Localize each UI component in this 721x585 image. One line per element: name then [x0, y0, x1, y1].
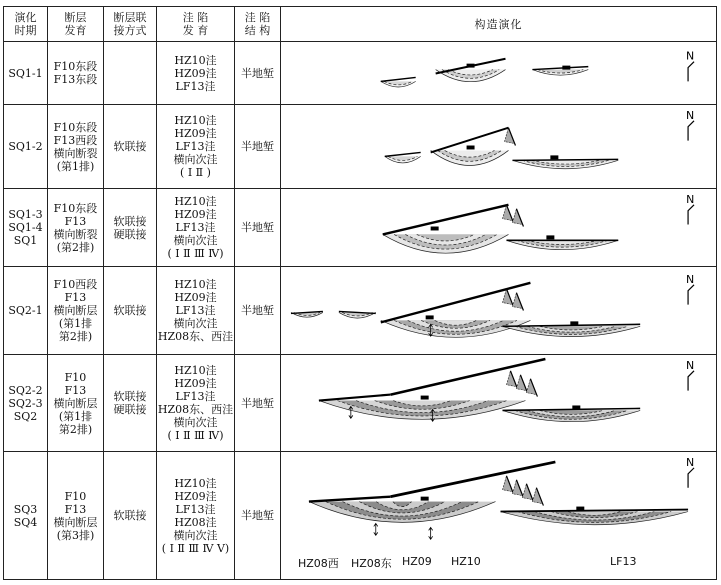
fault-cell-line: F13西段 [53, 133, 98, 147]
period-cell-line: SQ1 [13, 234, 38, 247]
fault-block [576, 507, 584, 511]
sag-cell-line: HZ09洼 [174, 66, 217, 80]
fault-block [572, 405, 580, 409]
updown-arrow-icon [349, 406, 353, 418]
sag-cell-line: HZ09洼 [174, 291, 217, 304]
structure-cell: 半地堑 [235, 42, 281, 105]
period-cell [4, 267, 48, 355]
sag-cell-line: 横向次洼 [173, 528, 218, 542]
structure-cell: 半地堑 [235, 355, 281, 452]
evolution-cell [281, 355, 717, 452]
period-cell-line: SQ1-1 [8, 66, 43, 80]
link-cell [104, 42, 157, 105]
fault-cell [48, 42, 104, 105]
sag-cell-line: 横向次洼 [173, 234, 218, 247]
sag-cell-line: 横向次洼 [173, 416, 218, 429]
updown-arrow-icon [429, 527, 433, 539]
north-label: N [686, 49, 695, 63]
header-row [4, 7, 717, 42]
table-row [4, 189, 717, 267]
north-arrow-icon [688, 285, 694, 305]
table-row [4, 42, 717, 105]
sag-label: HZ08西 [298, 557, 339, 570]
north-label: N [686, 358, 695, 372]
sag-cell [157, 189, 235, 267]
structure-cell: 半地堑 [235, 189, 281, 267]
north-arrow-icon [688, 121, 694, 141]
fault-trace [309, 497, 391, 502]
fault-cell [48, 189, 104, 267]
fault-cell-line: F10 [64, 370, 87, 384]
period-cell [4, 189, 48, 267]
fault-trace [502, 408, 640, 410]
link-cell [104, 452, 157, 580]
link-cell-line: 硬联接 [113, 227, 147, 241]
sag-cell-line: LF13洼 [175, 79, 216, 93]
north-arrow-icon [688, 62, 694, 82]
north-label: N [686, 192, 695, 206]
sag-cell-line: ( Ⅰ Ⅱ Ⅲ Ⅳ) [167, 247, 224, 260]
fault-cell-line: (第2排) [56, 240, 95, 254]
fault-cell-line: (第1排) [56, 159, 95, 173]
header-structure: 洼 陷 结 构 [235, 7, 281, 42]
evolution-cell [281, 267, 717, 355]
link-cell-line: 软联接 [113, 304, 147, 317]
north-arrow-icon [688, 371, 694, 391]
updown-arrow-icon [374, 523, 378, 535]
link-cell [104, 105, 157, 189]
fault-cell [48, 355, 104, 452]
header-link: 断层联 接方式 [104, 7, 157, 42]
fault-trace [532, 67, 588, 70]
link-cell-line: 硬联接 [113, 403, 147, 416]
period-cell [4, 105, 48, 189]
link-cell-line: 软联接 [113, 509, 147, 522]
fault-cell-line: 横向断裂 [53, 227, 98, 241]
sag-cell-line: LF13洼 [175, 390, 216, 403]
fault-trace [381, 77, 416, 81]
sag-cell-line: HZ09洼 [174, 127, 217, 140]
fault-cell-line: F13 [64, 383, 87, 397]
evolution-section [281, 267, 716, 354]
fault-block [421, 396, 429, 400]
fault-cell-line: F13 [64, 291, 87, 304]
sag-cell-line: ( Ⅰ Ⅱ Ⅲ Ⅳ) [167, 429, 224, 442]
north-arrow-icon [688, 468, 694, 488]
evolution-section [281, 452, 716, 579]
link-cell [104, 189, 157, 267]
sag-label: LF13 [610, 555, 637, 568]
sag-cell-line: HZ10洼 [174, 195, 217, 208]
period-cell-line: SQ2 [13, 409, 38, 423]
fault-cell-line: 横向断层 [53, 515, 98, 529]
sag-cell-line: HZ10洼 [174, 114, 217, 127]
sag-cell-line: HZ08东、西洼 [157, 403, 234, 416]
sag-cell-line: 横向次洼 [173, 153, 218, 166]
period-cell [4, 355, 48, 452]
sag-cell-line: LF13洼 [175, 304, 216, 317]
link-cell-line: 软联接 [113, 390, 147, 403]
sag-cell [157, 267, 235, 355]
fault-trace [319, 395, 391, 401]
sag-cell [157, 452, 235, 580]
fault-trace [385, 152, 421, 156]
fault-cell-line: 横向断层 [53, 304, 98, 317]
fault-cell-line: (第1排 [58, 317, 93, 330]
sag-cell-line: HZ10洼 [174, 476, 217, 490]
sag-cell-line: HZ08洼 [174, 515, 217, 529]
fault-cell-line: (第3排) [56, 528, 95, 542]
fault-cell-line: F10东段 [53, 120, 98, 134]
evolution-section [281, 355, 716, 451]
fault-cell-line: F10 [64, 489, 87, 503]
link-cell [104, 355, 157, 452]
sag-cell-line: HZ10洼 [174, 53, 217, 67]
fault-cell-line: F13 [64, 502, 87, 516]
fault-block [562, 66, 570, 70]
period-cell-line: SQ1-4 [8, 221, 43, 234]
fault-block [421, 497, 429, 501]
evolution-table [3, 6, 717, 580]
evolution-section [281, 105, 716, 188]
sag-cell [157, 42, 235, 105]
fault-cell-line: F13 [64, 214, 87, 228]
fault-block [467, 64, 475, 68]
sag-cell [157, 355, 235, 452]
north-label: N [686, 272, 695, 286]
fault-block [546, 235, 554, 239]
period-cell-line: SQ1-2 [8, 140, 43, 153]
fault-trace [391, 462, 556, 497]
sag-label: HZ09 [402, 555, 432, 568]
sag-label: HZ10 [451, 555, 481, 568]
fault-cell-line: F10东段 [53, 201, 98, 215]
period-cell-line: SQ2-2 [8, 383, 43, 397]
structure-cell: 半地堑 [235, 267, 281, 355]
table-row [4, 355, 717, 452]
link-cell-line: 软联接 [113, 140, 147, 153]
period-cell [4, 452, 48, 580]
period-cell-line: SQ3 [13, 502, 38, 516]
sag-cell-line: LF13洼 [175, 221, 216, 234]
sag-cell-line: HZ09洼 [174, 377, 217, 390]
fault-cell-line: F10东段 [53, 60, 98, 73]
fault-block [550, 155, 558, 159]
sag-cell-line: ( Ⅰ Ⅱ ) [180, 166, 211, 179]
fault-cell [48, 105, 104, 189]
north-label: N [686, 108, 695, 122]
fault-block [467, 146, 475, 150]
fault-cell-line: 第2排) [58, 422, 93, 436]
header-sag: 洼 陷 发 育 [157, 7, 235, 42]
evolution-cell [281, 42, 717, 105]
evolution-section [281, 42, 716, 104]
structure-cell: 半地堑 [235, 105, 281, 189]
fault-cell-line: 第2排) [58, 330, 93, 343]
fault-cell [48, 452, 104, 580]
fault-cell-line: (第1排 [58, 409, 93, 423]
fault-cell [48, 267, 104, 355]
north-label: N [686, 455, 695, 469]
sag-cell-line: 横向次洼 [173, 317, 218, 330]
sag-cell-line: ( Ⅰ Ⅱ Ⅲ Ⅳ Ⅴ) [161, 541, 230, 555]
fault-block [426, 315, 434, 319]
period-cell-line: SQ2-1 [8, 304, 43, 317]
sag-cell-line: HZ10洼 [174, 364, 217, 377]
fault-cell-line: 横向断裂 [53, 146, 98, 160]
period-cell [4, 42, 48, 105]
fault-trace [383, 205, 509, 235]
sag-label: HZ08东 [351, 557, 392, 570]
sag-cell-line: HZ08东、西洼 [157, 330, 234, 343]
header-fault: 断层 发育 [48, 7, 104, 42]
fault-cell-line: 横向断层 [53, 396, 98, 410]
link-cell-line: 软联接 [113, 214, 147, 228]
fault-cell-line: F13东段 [53, 73, 98, 86]
header-period: 演化 时期 [4, 7, 48, 42]
fault-cell-line: F10西段 [53, 278, 98, 291]
table-row [4, 452, 717, 580]
evolution-cell [281, 105, 717, 189]
sag-cell-line: HZ10洼 [174, 278, 217, 291]
structure-cell: 半地堑 [235, 452, 281, 580]
evolution-section [281, 189, 716, 266]
period-cell-line: SQ1-3 [8, 208, 43, 221]
evolution-cell [281, 452, 717, 580]
period-cell-line: SQ4 [13, 515, 38, 529]
sag-cell-line: LF13洼 [175, 140, 216, 153]
fault-block [570, 321, 578, 325]
link-cell [104, 267, 157, 355]
header-evolution: 构造演化 [281, 7, 717, 42]
fault-trace [500, 510, 688, 512]
sag-cell-line: HZ09洼 [174, 489, 217, 503]
fault-trace [512, 159, 618, 160]
period-cell-line: SQ2-3 [8, 396, 43, 410]
sag-cell-line: HZ09洼 [174, 208, 217, 221]
table-row [4, 105, 717, 189]
fault-block [431, 227, 439, 231]
table-row [4, 267, 717, 355]
sag-cell [157, 105, 235, 189]
sag-cell-line: LF13洼 [175, 502, 216, 516]
evolution-cell [281, 189, 717, 267]
north-arrow-icon [688, 205, 694, 225]
